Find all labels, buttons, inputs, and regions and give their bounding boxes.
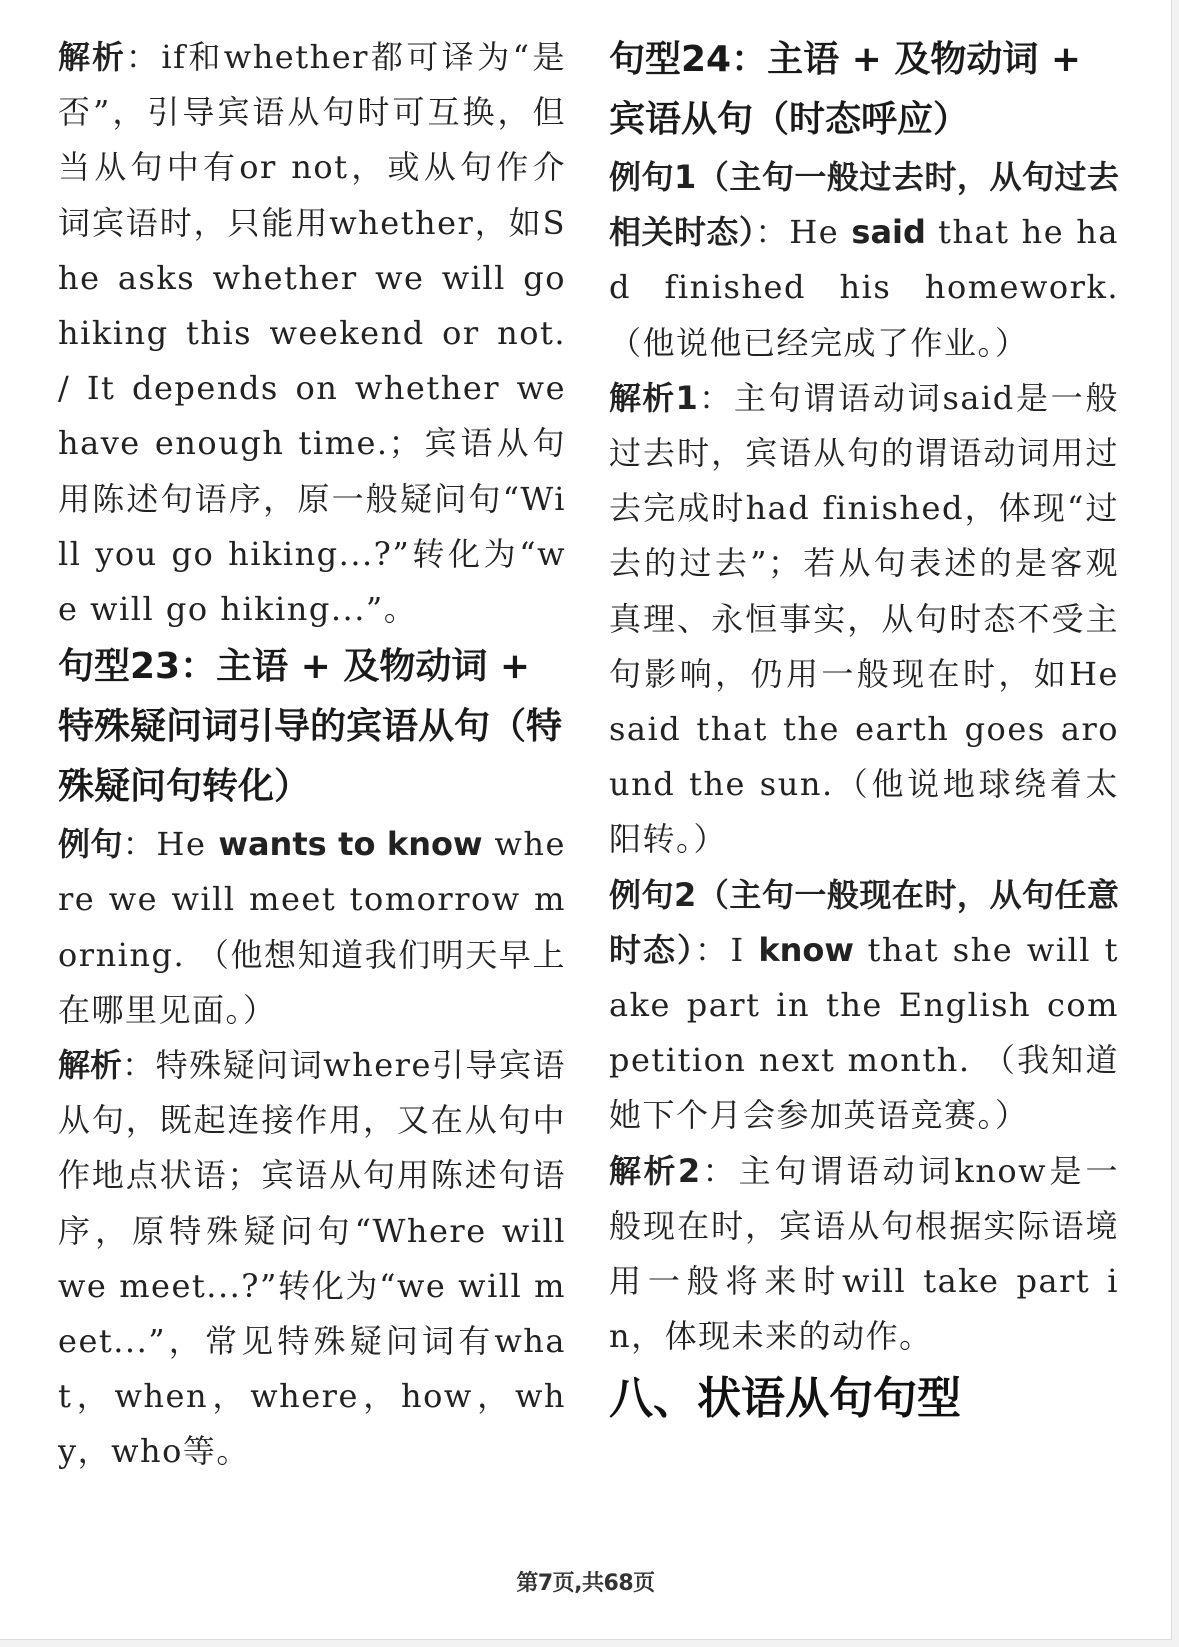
section-heading-23: 句型23：主语 + 及物动词 + 特殊疑问词引导的宾语从句（特殊疑问句转化） — [58, 646, 563, 808]
example-text: that he had finished his homework. （他说他已经完成了作业。） — [609, 213, 1119, 362]
left-column — [58, 30, 566, 1480]
example-text: where we will meet tomorrow morning. （他想知道我们明天早上在哪里见面。） — [58, 825, 566, 1029]
page-number: 第7页,共68页 — [516, 1571, 655, 1596]
label-separator: ： — [697, 378, 734, 417]
analysis-text: if和whether都可译为“是否”，引导宾语从句时可互换，但当从句中有or not，或从句作介词宾语时，只能用whether，如She asks whether we will go hiking this weekend or not. / It depends on whether we have enough time.；宾语从句用陈述句语序，原一般疑问句“Will you go hiking...?”转化为“we will go hiking...”。 — [58, 38, 566, 629]
analysis-text: 特殊疑问词where引导宾语从句，既起连接作用，又在从句中作地点状语；宾语从句用陈述句语序，原特殊疑问句“Where will we meet...?”转化为“we will meet...”，常见特殊疑问词有what，when，where，how，why，who等。 — [58, 1046, 566, 1471]
label-separator: ： — [125, 38, 162, 76]
example-text-start: He — [156, 825, 219, 864]
analysis-text: 主句谓语动词said是一般过去时，宾语从句的谓语动词用过去完成时had finished，体现“过去的过去”；若从句表述的是客观真理、永恒事实，从句时态不受主句影响，仍用一般现在时，如He said that the earth goes around the sun.（他说地球绕着太阳转。） — [609, 378, 1119, 859]
label-separator: ： — [122, 825, 157, 864]
analysis-label: 解析 — [58, 38, 126, 76]
example-sentence-2 — [609, 868, 1119, 1144]
example-text-start: He — [789, 213, 852, 252]
analysis-paragraph — [58, 30, 566, 637]
analysis-text: 主句谓语动词know是一般现在时，宾语从句根据实际语境用一般将来时will take part in，体现未来的动作。 — [609, 1151, 1119, 1356]
label-separator: ： — [122, 1046, 156, 1085]
example-key-verb: wants to know — [218, 825, 483, 864]
example-key-verb: said — [851, 213, 926, 252]
example-label: 例句2（主句一般现在时，从句任意时态） — [609, 875, 1119, 969]
label-separator: ： — [755, 213, 790, 252]
analysis-label: 解析 — [58, 1046, 123, 1085]
analysis-paragraph-2 — [609, 1144, 1119, 1365]
example-key-verb: know — [758, 930, 854, 969]
example-label: 例句1（主句一般过去时，从句过去相关时态） — [609, 158, 1119, 252]
analysis-label: 解析2 — [609, 1151, 701, 1190]
analysis-label: 解析1 — [609, 378, 698, 417]
right-column — [609, 30, 1119, 1430]
example-text: that she will take part in the English competition next month. （我知道她下个月会参加英语竞赛。） — [609, 930, 1119, 1135]
section-heading-24: 句型24：主语 + 及物动词 + 宾语从句（时态呼应） — [609, 39, 1082, 140]
label-separator: ： — [695, 930, 731, 969]
analysis-paragraph — [58, 1038, 566, 1480]
chapter-title: 八、状语从句句型 — [609, 1373, 961, 1425]
example-text-start: I — [730, 930, 759, 969]
example-sentence-1 — [609, 150, 1119, 371]
example-sentence — [58, 817, 566, 1038]
example-label: 例句 — [58, 825, 123, 864]
label-separator: ： — [700, 1151, 739, 1190]
analysis-paragraph-1 — [609, 371, 1119, 868]
